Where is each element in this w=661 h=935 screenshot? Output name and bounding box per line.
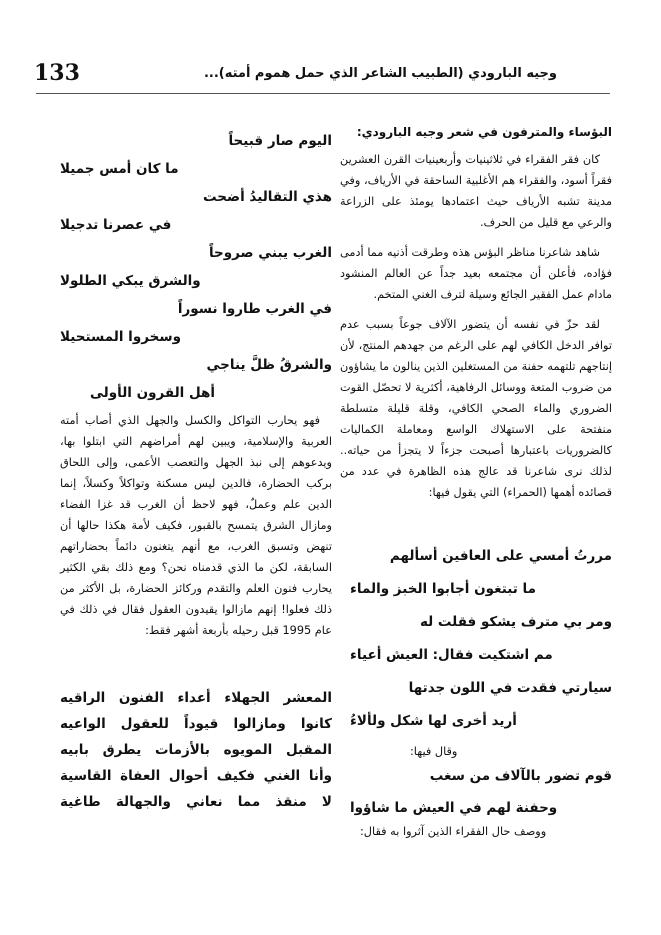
poem-verse: في عصرنا تدجيلا <box>60 217 172 233</box>
poem-verse: والشرق يبكي الطلولا <box>60 273 201 289</box>
poem-verse: ما تبتغون أجابوا الخبز والماء <box>350 581 536 597</box>
poem-verse: اليوم صار قبيحاً <box>228 133 332 149</box>
paragraph: فهو يحارب التواكل والكسل والجهل الذي أصاب أمته العربية والإسلامية، ويبين لهم أمراضهم التي ابتلوا بها، ويدعوهم إلى نبذ الجهل والتعصب الأعمى، وإلى اللحاق بركب الحضارة، فالدين ليس مسكنة وتواكلاً وكسلاً، إنما الدين علم وعملٌ، فهو لاحظ أن الغرب قد غزا الفضاء ومازال الشرق يتمسح بالقبور، فكيف لأمة هكذا حالها أن تنهض وتسبق الغرب، مع أنهم يتغنون دائماً بحضاراتهم السابقة، لكن ما الذي قدمناه نحن؟ ومع ذلك بقي الكثير يحارب فنون العلم والتقدم وركائز الحضارة، بل الأكثر من ذلك فعلوا! إنهم مازالوا يقيدون العقول فقال في ذلك في عام 1995 قبل رحيله بأربعة أشهر فقط: <box>60 414 332 637</box>
poem-verse: المقبل المويوه بالأزمات يطرق بابيه <box>60 742 332 758</box>
poem-verse: أريد أخرى لها شكل ولألاءُ <box>350 713 517 729</box>
page-number: 133 <box>34 60 80 86</box>
poem-verse: ما كان أمس جميلا <box>60 161 179 177</box>
closing-line: ووصف حال الفقراء الذين آثروا به فقال: <box>360 825 547 838</box>
poem-intro: وقال فيها: <box>410 745 458 758</box>
poem-verse: مررتُ أمسي على العافين أسألهم <box>389 548 612 564</box>
header-rule <box>36 93 610 94</box>
poem-verse: وسخروا المستحيلا <box>60 329 181 345</box>
poem-verse: أهل القرون الأولى <box>90 385 216 401</box>
poem-verse: هذي التقاليدُ أضحت <box>203 189 332 205</box>
poem-verse: والشرقُ ظلَّ يناجي <box>206 357 332 373</box>
poem-verse: المعشر الجهلاء أعداء الفنون الراقيه <box>60 690 332 706</box>
poem-verse: ومر بي مترف يشكو فقلت له <box>419 614 612 630</box>
poem-verse: وحفنة لهم في العيش ما شاؤوا <box>350 800 558 816</box>
poem-verse: مم اشتكيت فقال: العيش أعياء <box>350 647 553 663</box>
poem-verse: كانوا ومازالوا قيوداً للعقول الواعيه <box>60 716 332 732</box>
poem-verse: وأنا الغني فكيف أحوال العفاة القاسية <box>60 768 332 784</box>
paragraph: شاهد شاعرنا مناظر البؤس هذه وطرقت أذنيه مما أدمى فؤاده، فأعلن أن مجتمعه بعيد جداً عن العالم المنشود مادام عمل الفقير الجائع وسيلة لترف الغني المتخم. <box>340 246 612 301</box>
poem-verse: الغرب يبني صروحاً <box>208 245 332 261</box>
right-column <box>340 100 612 512</box>
running-title: وجيه البارودي (الطبيب الشاعر الذي حمل هموم أمته)... <box>203 66 557 81</box>
paragraph: لقد حزّ في نفسه أن يتضور الآلاف جوعاً بسبب عدم توافر الدخل الكافي لهم على الرغم من جهدهم المنتج، لأن إنتاجهم تلتهمه حفنة من المستغلين الذين ينالون ما يشاؤون من ضروب المتعة ووسائل الرفاهية، أكثرية لا تحصّل القوت الضروري والماء الصحي الكافي، وقلة قليلة متسلطة منفتحة على الاستهلاك الواسع ومعاملة الكماليات كالضروريات باعتبارها أصبحت جزءاً لا يتجزأ من حياته.. لذلك نرى شاعرنا قد عالج هذه الظاهرة في عدد من قصائده أهمها (الحمراء) التي يقول فيها: <box>340 318 612 499</box>
paragraph: كان فقر الفقراء في ثلاثينيات وأربعينيات القرن العشرين فقراً أسود، والفقراء هم الأغلبية الساحقة في الأرياف، وفي مدينة تشبه الأرياف حيث اعتمادها يومئذ على الزراعة والرعي مع قليل من الحرف. <box>340 153 612 229</box>
poem-verse: قوم تضور بالآلاف من سغب <box>429 768 612 784</box>
section-title: البؤساء والمترفون في شعر وجيه البارودي: <box>356 125 612 139</box>
poem-verse: في الغرب طاروا نسوراً <box>177 301 332 317</box>
poem-verse: لا منقذ مما نعاني والجهالة طاغية <box>60 794 332 810</box>
left-column-text <box>60 410 332 650</box>
poem-verse: سيارتي فقدت في اللون جدتها <box>408 680 612 696</box>
